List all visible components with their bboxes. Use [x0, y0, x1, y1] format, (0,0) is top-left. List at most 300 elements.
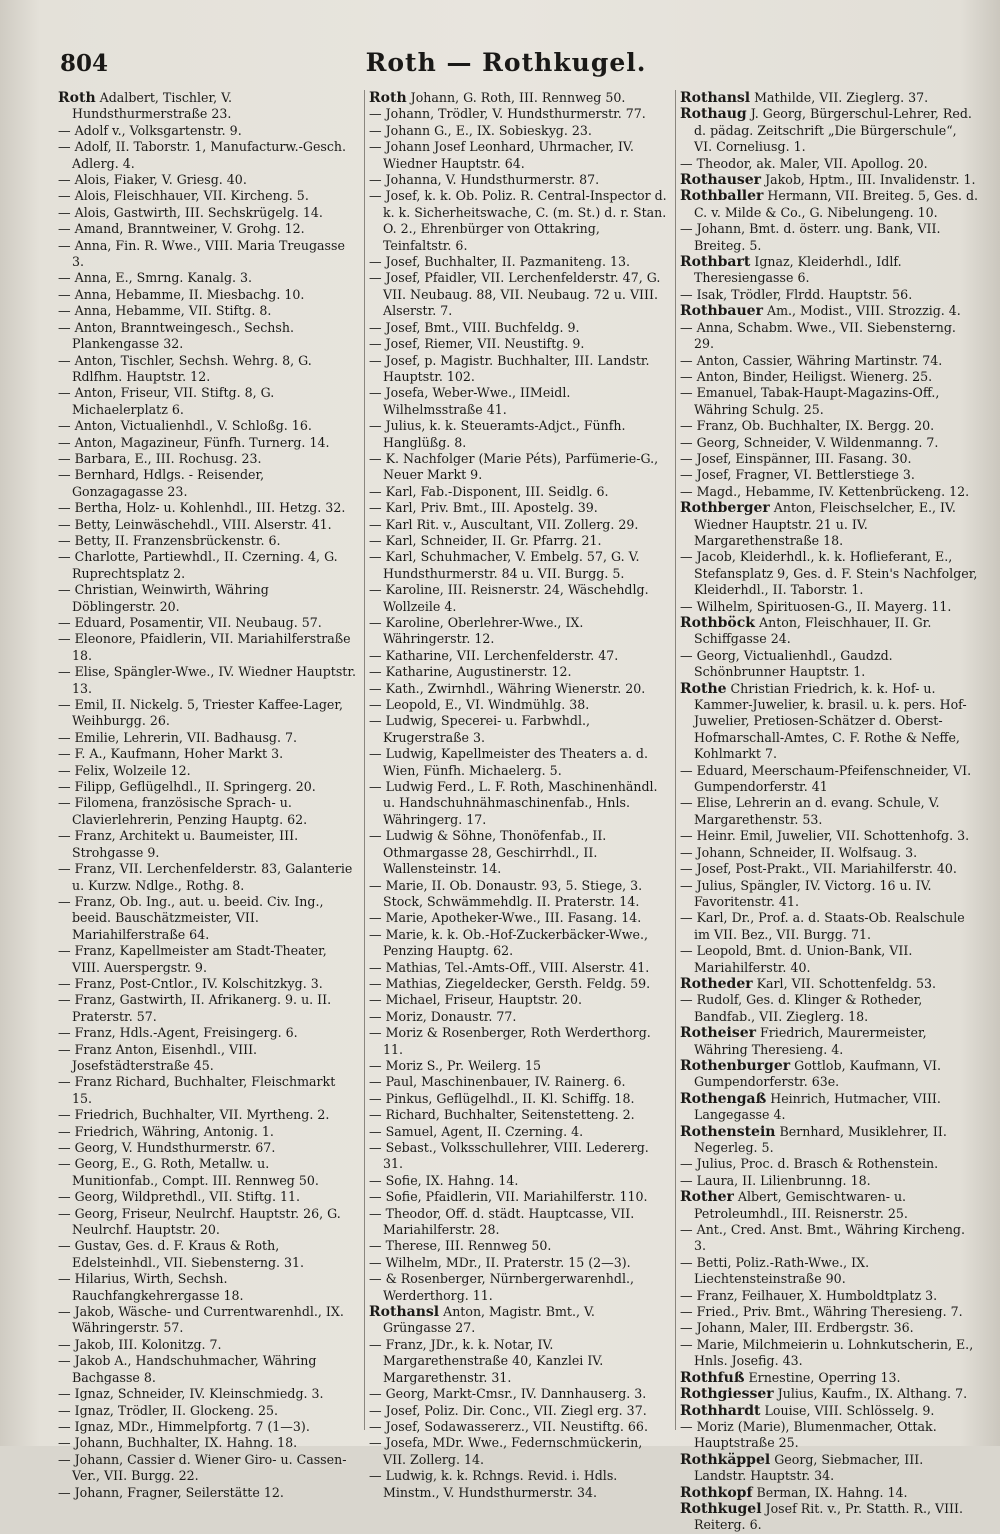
entry-surname: Roth: [58, 90, 96, 106]
entry-text: Am., Modist., VIII. Strozzig. 4.: [766, 303, 961, 319]
directory-entry: [680, 943, 978, 976]
entry-surname: Rothaug: [680, 106, 747, 123]
entry-text: — Franz, JDr., k. k. Notar, IV. Margarethenstraße 40, Kanzlei IV. Margarethenstr. 31.: [369, 1336, 604, 1385]
directory-entry: [58, 1386, 356, 1402]
directory-entry: [680, 1288, 978, 1304]
entry-text: — Michael, Friseur, Hauptstr. 20.: [369, 992, 583, 1008]
entry-text: — Franz Richard, Buchhalter, Fleischmarkt 15.: [58, 1074, 336, 1106]
directory-entry: [369, 139, 667, 172]
entry-text: — Karl, Schuhmacher, V. Embelg. 57, G. V. Hundsthurmerstr. 84 u. VII. Burgg. 5.: [369, 549, 640, 581]
directory-entry: [58, 303, 356, 319]
directory-entry: [680, 1419, 978, 1452]
directory-entry: [58, 730, 356, 746]
entry-text: — Franz, Ob. Ing., aut. u. beeid. Civ. Ing., beeid. Bauschätzmeister, VII. Mariahilferstraße 64.: [58, 893, 324, 942]
directory-entry: [369, 927, 667, 960]
entry-text: — Julius, Spängler, IV. Victorg. 16 u. IV. Favoritenstr. 41.: [680, 877, 932, 909]
entry-surname: Rothböck: [680, 615, 755, 631]
entry-text: — Josef, k. k. Ob. Poliz. R. Central-Inspector d. k. k. Sicherheitswache, C. (m. St.) d. r. Stan. O. 2., Ehrenbürger von Ottakring, Teinfaltstr. 6.: [369, 188, 667, 253]
directory-entry: [680, 188, 978, 221]
entry-surname: Rothhardt: [680, 1402, 761, 1419]
directory-entry: [58, 746, 356, 762]
directory-entry: [369, 1140, 667, 1173]
directory-entry: [58, 697, 356, 730]
directory-entry: [369, 484, 667, 500]
directory-entry: [58, 139, 356, 172]
directory-entry: [680, 1156, 978, 1172]
directory-entry: [369, 1074, 667, 1090]
entry-text: — Moriz (Marie), Blumenmacher, Ottak. Hauptstraße 25.: [680, 1418, 937, 1451]
directory-entry: [369, 1238, 667, 1254]
directory-entry: [680, 1370, 978, 1386]
entry-surname: Rothengaß: [680, 1090, 767, 1107]
entry-text: — Anna, Hebamme, VII. Stiftg. 8.: [58, 303, 272, 319]
entry-text: — Josef, Riemer, VII. Neustiftg. 9.: [369, 336, 585, 352]
directory-entry: [58, 90, 356, 123]
directory-entry: [58, 467, 356, 500]
directory-entry: [58, 353, 356, 386]
directory-entry: [58, 517, 356, 533]
directory-entry: [369, 1386, 667, 1402]
entry-text: — Franz Anton, Eisenhdl., VIII. Josefstädterstraße 45.: [58, 1041, 258, 1073]
directory-entry: [369, 90, 667, 106]
entry-text: — Marie, Milchmeierin u. Lohnkutscherin, E., Hnls. Josefig. 43.: [680, 1336, 974, 1369]
directory-entry: [680, 172, 978, 188]
directory-entry: [369, 106, 667, 122]
directory-entry: [58, 943, 356, 976]
entry-text: — Therese, III. Rennweg 50.: [369, 1238, 552, 1254]
directory-entry: [369, 1255, 667, 1271]
entry-text: — Emil, II. Nickelg. 5, Triester Kaffee-Lager, Weihburgg. 26.: [58, 697, 344, 729]
directory-entry: [58, 615, 356, 631]
directory-entry: [58, 418, 356, 434]
directory-entry: [680, 828, 978, 844]
directory-entry: [369, 254, 667, 270]
entry-text: — Emilie, Lehrerin, VII. Badhausg. 7.: [58, 729, 297, 745]
entry-text: Christian Friedrich, k. k. Hof- u. Kammer-Juwelier, k. brasil. u. k. pers. Hof-Juwelier, Pretiosen-Schätzer d. Oberst-Hofmarschall-Amtes, C. F. Rothe & Neffe, Kohlmarkt 7.: [694, 680, 967, 762]
directory-entry: [369, 500, 667, 516]
directory-entry: [58, 631, 356, 664]
entry-text: — Johann, Bmt. d. österr. ung. Bank, VII. Breiteg. 5.: [680, 221, 941, 253]
directory-entry: [369, 1058, 667, 1074]
directory-entry: [680, 303, 978, 319]
directory-entry: [680, 1173, 978, 1189]
entry-text: Gottlob, Kaufmann, VI. Gumpendorferstr. 63e.: [694, 1057, 942, 1090]
directory-entry: [369, 828, 667, 877]
entry-text: — Julius, Proc. d. Brasch & Rothenstein.: [680, 1156, 939, 1172]
entry-text: — Marie, II. Ob. Donaustr. 93, 5. Stiege, 3. Stock, Schwämmehdlg. II. Praterstr. 14.: [369, 877, 643, 909]
directory-entry: [680, 287, 978, 303]
directory-entry: [680, 1386, 978, 1402]
entry-text: — Charlotte, Partiewhdl., II. Czerning. 4, G. Ruprechtsplatz 2.: [58, 549, 338, 581]
directory-entry: [369, 123, 667, 139]
directory-entry: [369, 697, 667, 713]
entry-surname: Rothenburger: [680, 1057, 791, 1074]
directory-entry: [369, 188, 667, 254]
entry-text: — Sebast., Volksschullehrer, VIII. Ledererg. 31.: [369, 1140, 649, 1172]
entry-text: — Marie, Apotheker-Wwe., III. Fasang. 14.: [369, 910, 642, 926]
entry-surname: Rothansl: [369, 1304, 440, 1321]
entry-text: — Anton, Branntweingesch., Sechsh. Plankengasse 32.: [58, 319, 294, 352]
directory-entry: [369, 960, 667, 976]
entry-text: — Josef, Sodawassererz., VII. Neustiftg. 66.: [369, 1418, 648, 1434]
entry-text: — Moriz & Rosenberger, Roth Werderthorg. 11.: [369, 1025, 651, 1057]
entry-text: — Sofie, IX. Hahng. 14.: [369, 1172, 519, 1188]
directory-entry: [680, 90, 978, 106]
directory-entry: [680, 1485, 978, 1501]
entry-text: — Franz, Post-Cntlor., IV. Kolschitzkyg. 3.: [58, 975, 323, 991]
entry-text: — Pinkus, Geflügelhdl., II. Kl. Schiffg. 18.: [369, 1090, 635, 1106]
directory-entry: [680, 1304, 978, 1320]
entry-text: — Anton, Victualienhdl., V. Schloßg. 16.: [58, 418, 312, 434]
directory-entry: [369, 779, 667, 828]
entry-text: — Ludwig, k. k. Rchngs. Revid. i. Hdls. Minstm., V. Hundsthurmerstr. 34.: [369, 1468, 618, 1500]
entry-text: — Josef, Buchhalter, II. Pazmaniteng. 13.: [369, 254, 631, 270]
directory-entry: [58, 1189, 356, 1205]
entry-text: — Ignaz, Trödler, II. Glockeng. 25.: [58, 1402, 279, 1418]
directory-entry: [58, 320, 356, 353]
directory-entry: [58, 549, 356, 582]
entry-text: — Alois, Gastwirth, III. Sechskrügelg. 14.: [58, 204, 323, 220]
directory-entry: [58, 451, 356, 467]
entry-text: — Johann, Fragner, Seilerstätte 12.: [58, 1484, 284, 1500]
directory-entry: [58, 664, 356, 697]
directory-entry: [680, 1320, 978, 1336]
directory-entry: [369, 270, 667, 319]
directory-entry: [58, 795, 356, 828]
column-1: [58, 90, 357, 1500]
entry-surname: Rothkäppel: [680, 1451, 771, 1468]
entry-text: — Sofie, Pfaidlerin, VII. Mariahilferstr. 110.: [369, 1189, 648, 1205]
directory-entry: [680, 1255, 978, 1288]
directory-entry: [680, 549, 978, 598]
directory-entry: [369, 320, 667, 336]
directory-entry: [369, 1337, 667, 1386]
directory-entry: [58, 1403, 356, 1419]
directory-entry: [369, 910, 667, 926]
entry-text: Albert, Gemischtwaren- u. Petroleumhdl., III. Reisnerstr. 25.: [694, 1189, 908, 1221]
directory-entry: [58, 1337, 356, 1353]
entry-surname: Rothballer: [680, 188, 764, 205]
entry-surname: Rotheiser: [680, 1025, 757, 1042]
entry-surname: Rothgiesser: [680, 1386, 774, 1403]
directory-entry: [58, 992, 356, 1025]
entry-text: — Franz, Feilhauer, X. Humboldtplatz 3.: [680, 1287, 938, 1303]
directory-entry: [369, 549, 667, 582]
directory-entry: [369, 648, 667, 664]
entry-text: — & Rosenberger, Nürnbergerwarenhdl., Werderthorg. 11.: [369, 1271, 635, 1303]
entry-text: — Hilarius, Wirth, Sechsh. Rauchfangkehrergasse 18.: [58, 1271, 244, 1303]
directory-entry: [680, 500, 978, 549]
entry-text: — Eduard, Meerschaum-Pfeifenschneider, VI. Gumpendorferstr. 41: [680, 762, 972, 795]
entry-text: — Anton, Magazineur, Fünfh. Turnerg. 14.: [58, 434, 330, 450]
directory-entry: [680, 385, 978, 418]
page-header: [56, 44, 956, 90]
entry-text: — Georg, E., G. Roth, Metallw. u. Munitionfab., Compt. III. Rennweg 50.: [58, 1156, 319, 1188]
entry-text: — Moriz, Donaustr. 77.: [369, 1008, 517, 1024]
entry-text: — Josefa, Weber-Wwe., IIMeidl. Wilhelmsstraße 41.: [369, 385, 571, 417]
entry-text: — Friedrich, Währing, Antonig. 1.: [58, 1123, 274, 1139]
directory-entry: [680, 353, 978, 369]
entry-text: — Karl, Dr., Prof. a. d. Staats-Ob. Realschule im VII. Bez., VII. Burgg. 71.: [680, 910, 965, 942]
page-number: 804: [60, 50, 109, 77]
directory-entry: [58, 1435, 356, 1451]
entry-text: — Georg, Friseur, Neulrchf. Hauptstr. 26, G. Neulrchf. Hauptstr. 20.: [58, 1205, 341, 1238]
entry-text: — Anton, Cassier, Währing Martinstr. 74.: [680, 352, 943, 368]
directory-entry: [680, 484, 978, 500]
entry-text: — Josef, Pfaidler, VII. Lerchenfelderstr. 47, G. VII. Neubaug. 88, VII. Neubaug. 72 u. VIII. Alserstr. 7.: [369, 270, 661, 319]
entry-text: — Richard, Buchhalter, Seitenstetteng. 2.: [369, 1107, 635, 1123]
entry-text: — Josef, Einspänner, III. Fasang. 30.: [680, 450, 912, 466]
entry-text: — Laura, II. Lilienbrunng. 18.: [680, 1172, 871, 1188]
directory-entry: [369, 172, 667, 188]
column-3: [675, 90, 979, 1533]
directory-entry: [369, 1173, 667, 1189]
directory-entry: [680, 1058, 978, 1091]
entry-text: Heinrich, Hutmacher, VIII. Langegasse 4.: [694, 1090, 941, 1123]
directory-entry: [58, 828, 356, 861]
entry-text: Julius, Kaufm., IX. Althang. 7.: [777, 1386, 968, 1402]
entry-text: — Ignaz, MDr., Himmelpfortg. 7 (1—3).: [58, 1418, 310, 1434]
entry-text: — Leopold, E., VI. Windmühlg. 38.: [369, 697, 590, 713]
entry-text: — Ignaz, Schneider, IV. Kleinschmiedg. 3.: [58, 1386, 324, 1402]
entry-text: Bernhard, Musiklehrer, II. Negerleg. 5.: [694, 1123, 947, 1155]
entry-text: — Amand, Branntweiner, V. Grohg. 12.: [58, 221, 305, 237]
entry-surname: Rothe: [680, 680, 727, 697]
directory-entry: [680, 106, 978, 155]
entry-text: — Karoline, III. Reisnerstr. 24, Wäschehdlg. Wollzeile 4.: [369, 582, 649, 614]
entry-text: — Fried., Priv. Bmt., Währing Theresieng. 7.: [680, 1304, 963, 1320]
entry-text: — Adolf, II. Taborstr. 1, Manufacturw.-Gesch. Adlerg. 4.: [58, 139, 347, 171]
entry-text: — Georg, Wildprethdl., VII. Stiftg. 11.: [58, 1189, 301, 1205]
entry-text: J. Georg, Bürgerschul-Lehrer, Red. d. pädag. Zeitschrift „Die Bürgerschule“, VI. Corneliusg. 1.: [694, 106, 972, 155]
entry-text: — Josef, Bmt., VIII. Buchfeldg. 9.: [369, 319, 580, 335]
entry-surname: Rothauser: [680, 172, 762, 189]
directory-entry: [58, 861, 356, 894]
directory-entry: [369, 1124, 667, 1140]
entry-text: — Kath., Zwirnhdl., Währing Wienerstr. 20.: [369, 680, 646, 696]
directory-entry: [369, 615, 667, 648]
directory-entry: [680, 763, 978, 796]
directory-entry: [58, 123, 356, 139]
directory-entry: [369, 353, 667, 386]
entry-text: — Betti, Poliz.-Rath-Wwe., IX. Liechtensteinstraße 90.: [680, 1254, 870, 1287]
directory-entry: [680, 1091, 978, 1124]
directory-entry: [369, 582, 667, 615]
entry-text: — Franz, Architekt u. Baumeister, III. Strohgasse 9.: [58, 828, 299, 860]
directory-entry: [680, 320, 978, 353]
entry-text: — Heinr. Emil, Juwelier, VII. Schottenhofg. 3.: [680, 828, 970, 844]
entry-text: — Betty, Leinwäschehdl., VIII. Alserstr. 41.: [58, 516, 332, 532]
entry-text: — Rudolf, Ges. d. Klinger & Rotheder, Bandfab., VII. Zieglerg. 18.: [680, 992, 923, 1024]
directory-entry: [58, 1271, 356, 1304]
entry-text: — Franz, Kapellmeister am Stadt-Theater, VIII. Auerspergstr. 9.: [58, 943, 327, 975]
directory-entry: [58, 1124, 356, 1140]
entry-text: — Alois, Fleischhauer, VII. Kircheng. 5.: [58, 188, 309, 204]
entry-text: Josef Rit. v., Pr. Statth. R., VIII. Reiterg. 6.: [694, 1500, 964, 1533]
entry-text: Mathilde, VII. Zieglerg. 37.: [754, 90, 929, 105]
entry-surname: Rothberger: [680, 500, 770, 517]
entry-text: — Franz, VII. Lerchenfelderstr. 83, Galanterie u. Kurzw. Ndlge., Rothg. 8.: [58, 861, 353, 893]
entry-text: Friedrich, Maurermeister, Währing Theresieng. 4.: [694, 1025, 927, 1057]
directory-entry: [58, 1238, 356, 1271]
entry-text: — Franz, Hdls.-Agent, Freisingerg. 6.: [58, 1025, 298, 1041]
entry-text: — Johann G., E., IX. Sobieskyg. 23.: [369, 122, 592, 138]
directory-columns: [58, 90, 979, 1533]
entry-text: Ernestine, Operring 13.: [748, 1369, 901, 1385]
entry-text: — F. A., Kaufmann, Hoher Markt 3.: [58, 746, 284, 762]
directory-entry: [369, 1271, 667, 1304]
entry-text: Karl, VII. Schottenfeldg. 53.: [756, 975, 937, 991]
directory-entry: [58, 763, 356, 779]
directory-entry: [369, 385, 667, 418]
directory-entry: [58, 582, 356, 615]
directory-entry: [680, 451, 978, 467]
directory-entry: [369, 1435, 667, 1468]
entry-text: — Josef, Fragner, VI. Bettlerstiege 3.: [680, 467, 915, 483]
entry-text: — Elise, Lehrerin an d. evang. Schule, V. Margarethenstr. 53.: [680, 795, 940, 827]
directory-entry: [58, 1304, 356, 1337]
entry-text: Louise, VIII. Schlösselg. 9.: [764, 1402, 935, 1418]
entry-surname: Rothansl: [680, 90, 751, 106]
entry-surname: Rothbauer: [680, 303, 763, 320]
directory-entry: [680, 681, 978, 763]
page-title: Roth — Rothkugel.: [365, 48, 647, 77]
entry-text: — Anton, Friseur, VII. Stiftg. 8, G. Michaelerplatz 6.: [58, 385, 275, 417]
entry-text: — Theodor, Off. d. städt. Hauptcasse, VII. Mariahilferstr. 28.: [369, 1205, 635, 1238]
entry-text: — Friedrich, Buchhalter, VII. Myrtheng. 2.: [58, 1107, 330, 1123]
directory-entry: [58, 238, 356, 271]
directory-entry: [58, 1107, 356, 1123]
entry-text: Johann, G. Roth, III. Rennweg 50.: [410, 90, 626, 105]
entry-surname: Rotheder: [680, 975, 753, 992]
directory-entry: [58, 1485, 356, 1501]
entry-text: — Karl Rit. v., Auscultant, VII. Zollerg. 29.: [369, 516, 639, 532]
entry-text: Anton, Magistr. Bmt., V. Grüngasse 27.: [383, 1304, 595, 1336]
entry-text: — Anton, Binder, Heiligst. Wienerg. 25.: [680, 368, 933, 384]
entry-text: — Katharine, Augustinerstr. 12.: [369, 664, 572, 680]
entry-text: — Filipp, Geflügelhdl., II. Springerg. 20.: [58, 779, 316, 795]
entry-text: — Ludwig Ferd., L. F. Roth, Maschinenhändl. u. Handschuhnähmaschinenfab., Hnls. Währingerg. 17.: [369, 779, 658, 827]
directory-entry: [680, 976, 978, 992]
directory-entry: [680, 878, 978, 911]
entry-surname: Rothenstein: [680, 1123, 776, 1140]
entry-text: — Franz, Gastwirth, II. Afrikanerg. 9. u. II. Praterstr. 57.: [58, 992, 332, 1024]
entry-text: — Mathias, Tel.-Amts-Off., VIII. Alserstr. 41.: [369, 959, 650, 975]
entry-text: Jakob, Hptm., III. Invalidenstr. 1.: [765, 172, 976, 188]
directory-entry: [680, 1501, 978, 1534]
directory-entry: [58, 205, 356, 221]
entry-text: — Julius, k. k. Steueramts-Adjct., Fünfh. Hanglüßg. 8.: [369, 418, 626, 450]
entry-text: — Anna, Hebamme, II. Miesbachg. 10.: [58, 286, 305, 302]
entry-text: — Bernhard, Hdlgs. - Reisender, Gonzagagasse 23.: [58, 467, 265, 499]
entry-text: — Karl, Fab.-Disponent, III. Seidlg. 6.: [369, 483, 609, 499]
directory-entry: [680, 1025, 978, 1058]
entry-text: — Josef, Post-Prakt., VII. Mariahilferstr. 40.: [680, 861, 957, 877]
directory-entry: [369, 1107, 667, 1123]
directory-entry: [369, 336, 667, 352]
entry-text: — Jakob, Wäsche- und Currentwarenhdl., IX. Währingerstr. 57.: [58, 1304, 344, 1336]
entry-surname: Rothfuß: [680, 1369, 745, 1386]
directory-entry: [680, 1403, 978, 1419]
directory-entry: [680, 221, 978, 254]
entry-text: — Johann, Schneider, II. Wolfsaug. 3.: [680, 844, 918, 860]
directory-entry: [58, 976, 356, 992]
entry-text: — Emanuel, Tabak-Haupt-Magazins-Off., Währing Schulg. 25.: [680, 385, 940, 417]
entry-text: — K. Nachfolger (Marie Péts), Parfümerie-G., Neuer Markt 9.: [369, 450, 659, 483]
directory-entry: [369, 1206, 667, 1239]
entry-text: — Johann, Maler, III. Erdbergstr. 36.: [680, 1320, 914, 1336]
entry-text: — Betty, II. Franzensbrückenstr. 6.: [58, 532, 281, 548]
entry-text: — Leopold, Bmt. d. Union-Bank, VII. Mariahilferstr. 40.: [680, 943, 913, 975]
entry-text: — Gustav, Ges. d. F. Kraus & Roth, Edelsteinhdl., VII. Siebensterng. 31.: [58, 1238, 305, 1270]
directory-entry: [680, 992, 978, 1025]
directory-entry: [58, 435, 356, 451]
directory-entry: [369, 746, 667, 779]
entry-text: — Anna, Schabm. Wwe., VII. Siebensterng. 29.: [680, 319, 956, 352]
entry-text: — Georg, V. Hundsthurmerstr. 67.: [58, 1140, 276, 1155]
entry-text: Anton, Fleischselcher, E., IV. Wiedner Hauptstr. 21 u. IV. Margarethenstraße 18.: [694, 500, 956, 548]
directory-entry: [369, 713, 667, 746]
directory-entry: [369, 664, 667, 680]
directory-entry: [680, 648, 978, 681]
entry-text: — Elise, Spängler-Wwe., IV. Wiedner Hauptstr. 13.: [58, 664, 357, 696]
directory-entry: [58, 1206, 356, 1239]
directory-entry: [58, 1074, 356, 1107]
directory-entry: [369, 1419, 667, 1435]
entry-text: — Theodor, ak. Maler, VII. Apollog. 20.: [680, 155, 928, 171]
directory-entry: [680, 254, 978, 287]
directory-entry: [680, 599, 978, 615]
directory-entry: [58, 287, 356, 303]
directory-entry: [680, 1124, 978, 1157]
entry-text: — Samuel, Agent, II. Czerning. 4.: [369, 1123, 584, 1139]
entry-text: — Filomena, französische Sprach- u. Clavierlehrerin, Penzing Hauptg. 62.: [58, 795, 308, 827]
directory-entry: [369, 418, 667, 451]
entry-text: — Georg, Schneider, V. Wildenmanng. 7.: [680, 434, 939, 450]
directory-entry: [58, 779, 356, 795]
entry-surname: Rothkugel: [680, 1500, 762, 1517]
entry-text: — Jakob A., Handschuhmacher, Währing Bachgasse 8.: [58, 1353, 317, 1385]
entry-text: — Jacob, Kleiderhdl., k. k. Hoflieferant, E., Stefansplatz 9, Ges. d. F. Stein's Nachfolger, Kleiderhdl., II. Taborstr. 1.: [680, 549, 978, 598]
entry-text: — Josefa, MDr. Wwe., Federnschmückerin, VII. Zollerg. 14.: [369, 1435, 643, 1467]
directory-entry: [680, 1189, 978, 1222]
directory-entry: [680, 1337, 978, 1370]
directory-entry: [58, 188, 356, 204]
entry-text: Berman, IX. Hahng. 14.: [756, 1484, 908, 1500]
entry-text: Georg, Siebmacher, III. Landstr. Hauptstr. 34.: [694, 1451, 924, 1484]
directory-entry: [680, 861, 978, 877]
entry-text: — Wilhelm, Spirituosen-G., II. Mayerg. 11.: [680, 598, 952, 614]
entry-text: — Marie, k. k. Ob.-Hof-Zuckerbäcker-Wwe., Penzing Hauptg. 62.: [369, 926, 648, 959]
directory-entry: [369, 1025, 667, 1058]
entry-text: Adalbert, Tischler, V. Hundsthurmerstraße 23.: [72, 90, 233, 122]
directory-entry: [680, 615, 978, 648]
directory-entry: [680, 1222, 978, 1255]
entry-text: — Wilhelm, MDr., II. Praterstr. 15 (2—3).: [369, 1254, 631, 1270]
directory-entry: [680, 795, 978, 828]
directory-entry: [369, 878, 667, 911]
entry-text: — Christian, Weinwirth, Währing Döblingerstr. 20.: [58, 582, 269, 614]
directory-entry: [58, 894, 356, 943]
entry-text: — Felix, Wolzeile 12.: [58, 762, 191, 778]
entry-surname: Rothbart: [680, 254, 751, 271]
directory-entry: [680, 156, 978, 172]
entry-text: — Mathias, Ziegeldecker, Gersth. Feldg. 59.: [369, 975, 651, 991]
entry-text: — Ludwig, Specerei- u. Farbwhdl., Krugerstraße 3.: [369, 713, 590, 745]
directory-entry: [58, 385, 356, 418]
directory-entry: [369, 1468, 667, 1501]
entry-text: — Johann, Cassier d. Wiener Giro- u. Cassen-Ver., VII. Burgg. 22.: [58, 1451, 347, 1484]
